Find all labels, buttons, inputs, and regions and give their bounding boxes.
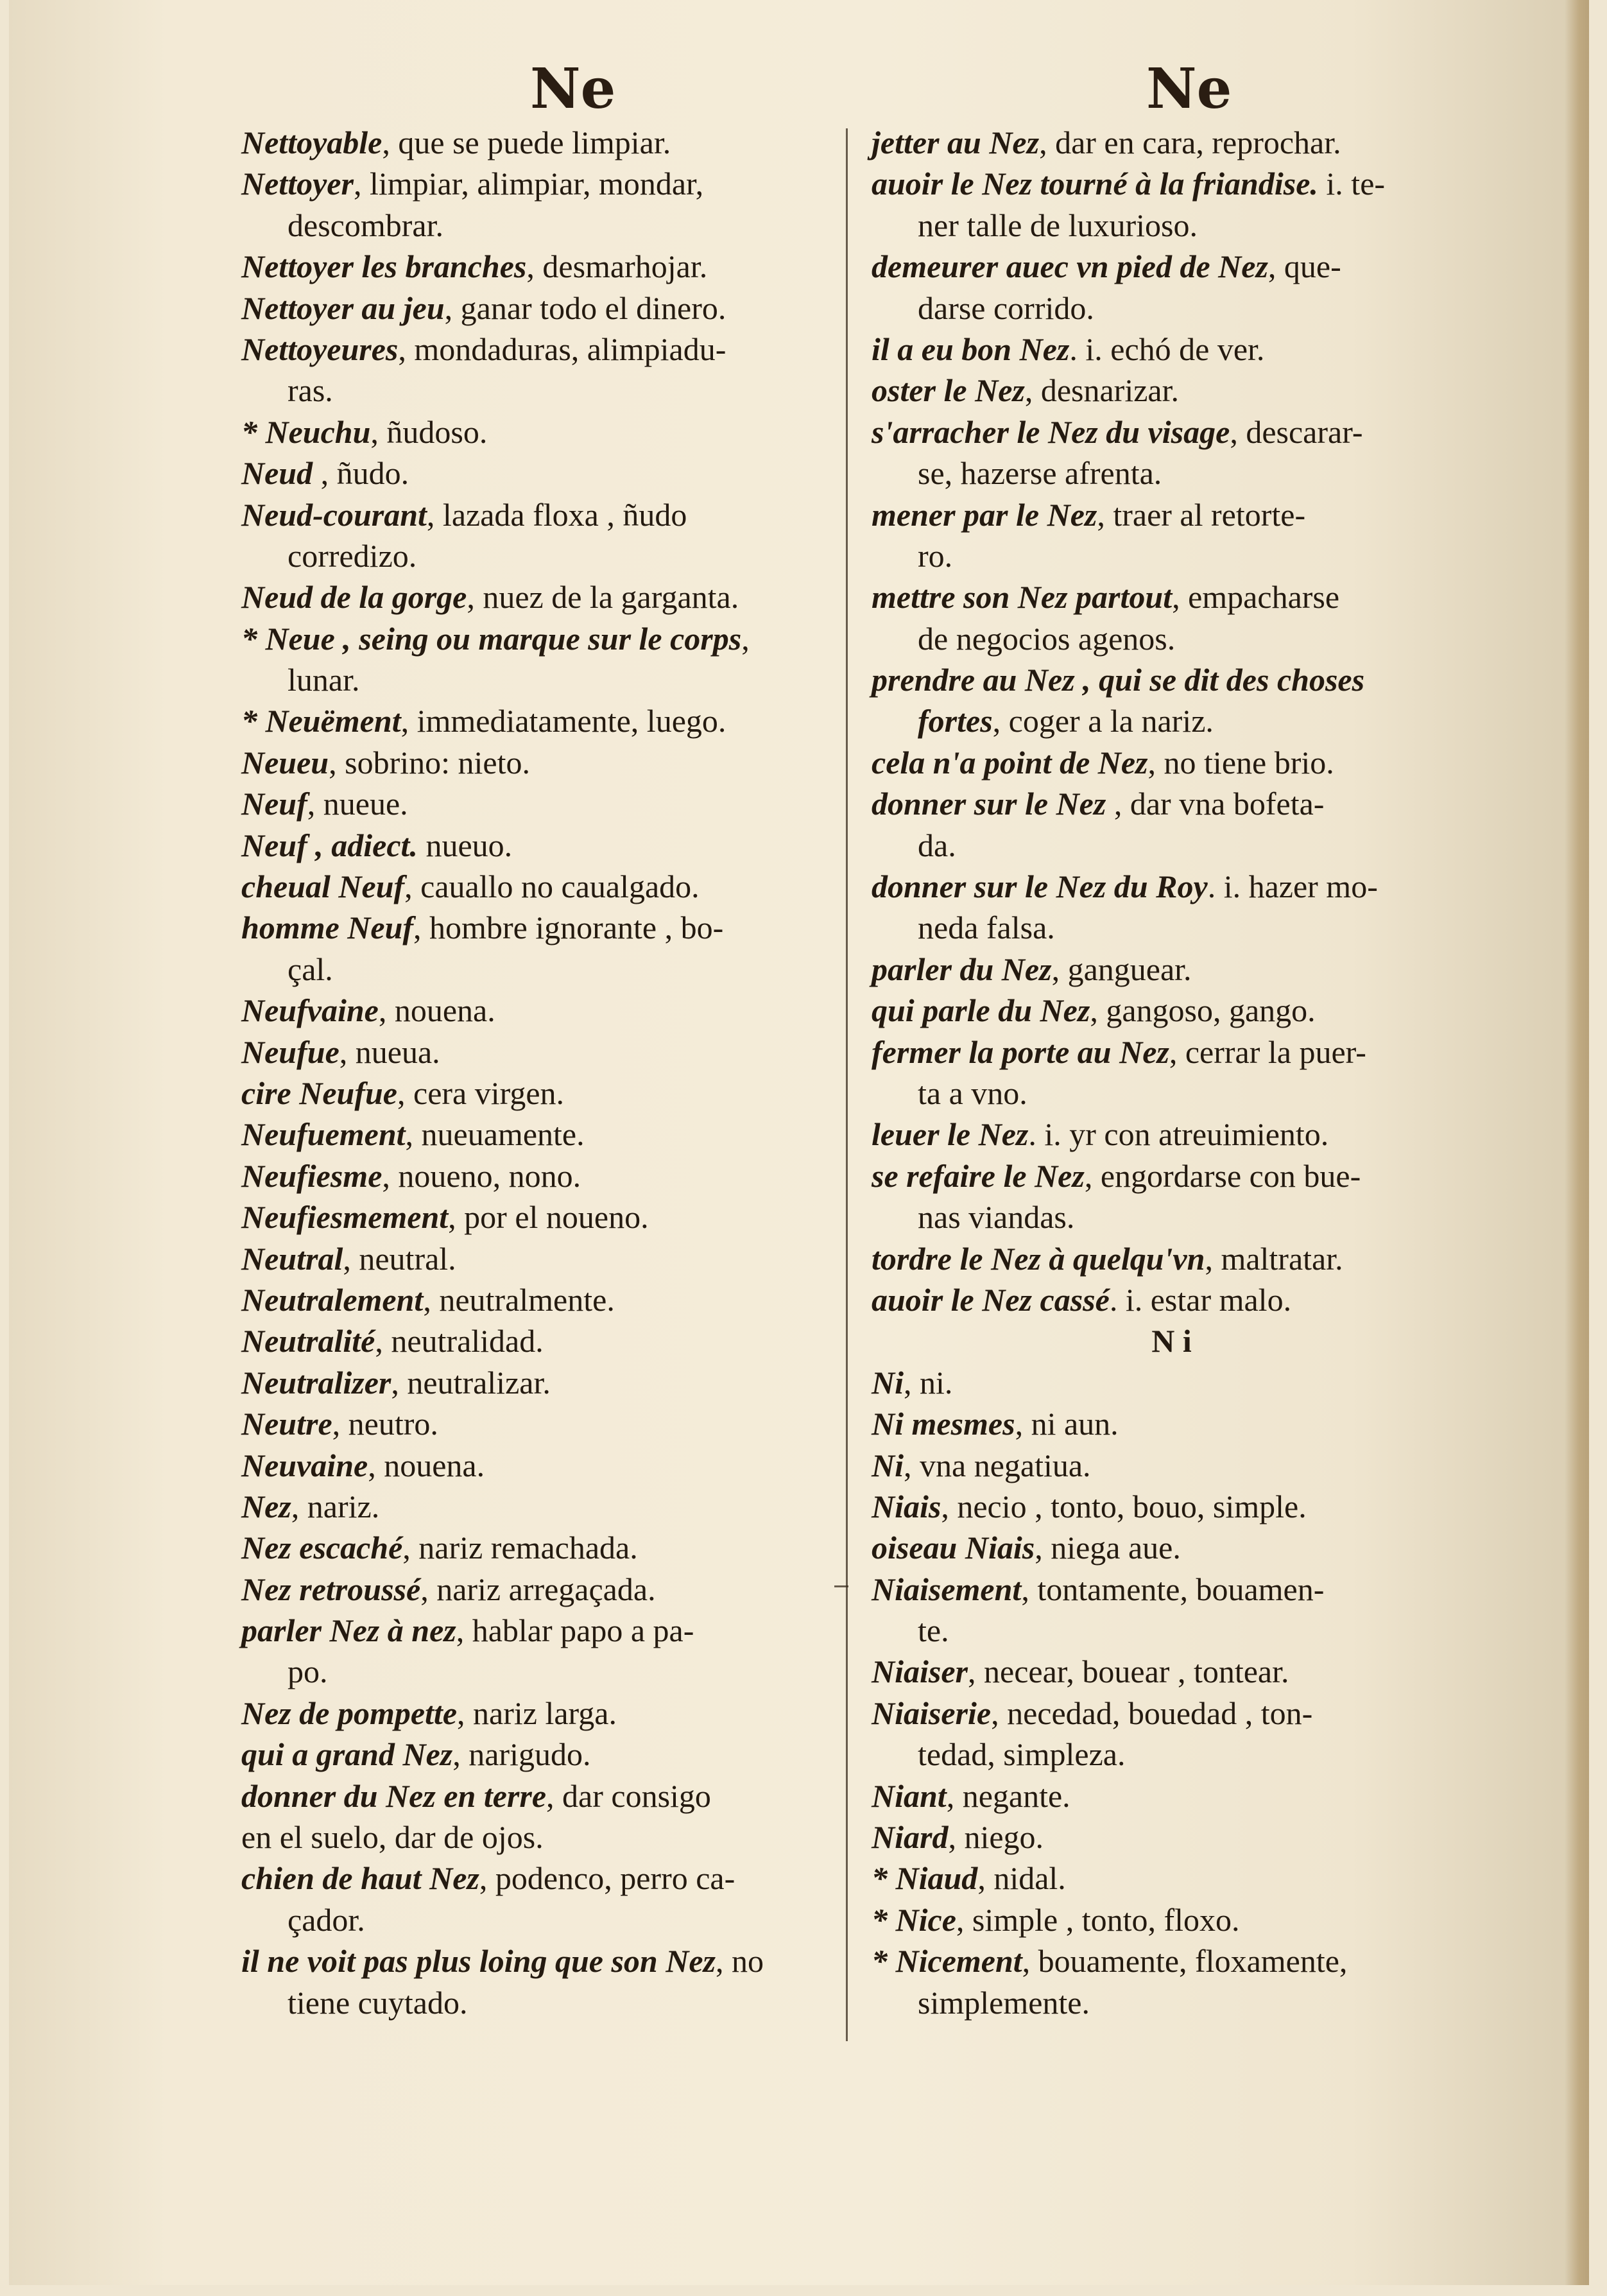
entry-continuation <box>241 1982 838 2023</box>
entry-headword: Neufue <box>241 1033 339 1070</box>
entry-definition: , nueue. <box>307 786 408 822</box>
entry-definition: , necio , tonto, bouo, simple. <box>941 1488 1307 1524</box>
entry-headword: chien de haut Nez <box>241 1860 479 1897</box>
entry-headword: Neufvaine <box>241 992 379 1029</box>
entry-definition: , neutralidad. <box>375 1323 544 1359</box>
dictionary-entry <box>872 1940 1472 1981</box>
entry-headword: Nettoyer les branches <box>241 248 527 285</box>
entry-continuation <box>872 1982 1472 2023</box>
entry-headword: Neuf <box>241 786 307 822</box>
entry-continuation <box>241 370 838 411</box>
entry-continuation <box>872 825 1472 866</box>
entry-headword: Nettoyer <box>241 166 354 202</box>
entry-definition: po. <box>288 1653 328 1690</box>
dictionary-entry <box>241 1569 838 1610</box>
entry-headword: Niaisement <box>872 1571 1022 1607</box>
entry-headword: * Niaud <box>872 1860 978 1897</box>
entry-headword: auoir le Nez tourné à la friandise. <box>872 166 1318 202</box>
dictionary-entry <box>241 907 838 948</box>
entry-headword: Neutre <box>241 1406 332 1442</box>
entry-definition: , nueua. <box>339 1033 440 1070</box>
dictionary-entry <box>241 122 838 163</box>
entry-definition: , no <box>716 1943 764 1980</box>
dictionary-entry <box>241 700 838 741</box>
right-column <box>872 122 1472 2023</box>
dictionary-entry <box>872 1445 1472 1486</box>
entry-headword: Nez escaché <box>241 1530 403 1566</box>
entry-definition: , maltratar. <box>1205 1240 1343 1277</box>
entry-headword: * Neue , seing ou marque sur le corps <box>241 620 742 657</box>
dictionary-entry <box>241 329 838 370</box>
entry-definition: , immediatamente, luego. <box>400 703 726 739</box>
dictionary-entry <box>241 453 838 494</box>
entry-headword: donner sur le Nez <box>872 786 1106 822</box>
entry-definition: , engordarse con bue- <box>1084 1157 1361 1194</box>
dictionary-entry <box>872 1031 1472 1073</box>
dictionary-entry <box>241 1486 838 1527</box>
entry-definition: nueuo. <box>417 827 513 863</box>
entry-headword: * Neuchu <box>241 413 371 450</box>
entry-definition: , bouamente, floxamente, <box>1022 1943 1348 1980</box>
entry-definition: , necedad, bouedad , ton- <box>991 1695 1313 1731</box>
entry-continuation <box>872 618 1472 659</box>
entry-definition: , neutralizar. <box>391 1364 551 1401</box>
dictionary-entry <box>241 1610 838 1651</box>
entry-continuation <box>241 1899 838 1940</box>
entry-definition: , no tiene brio. <box>1147 744 1334 781</box>
entry-headword: Neutralizer <box>241 1364 391 1401</box>
entry-headword: * Nice <box>872 1901 956 1938</box>
entry-headword: s'arracher le Nez du visage <box>872 413 1230 450</box>
dictionary-entry <box>241 1403 838 1444</box>
dictionary-entry <box>872 1155 1472 1196</box>
entry-headword: Neutralement <box>241 1281 424 1318</box>
entry-definition: , sobrino: nieto. <box>329 744 530 781</box>
entry-definition: , cauallo no caualgado. <box>404 868 700 905</box>
dictionary-entry <box>872 659 1472 700</box>
entry-headword: Neufiesmement <box>241 1199 449 1236</box>
entry-headword: Neueu <box>241 744 329 781</box>
entry-headword: leuer le Nez <box>872 1116 1029 1153</box>
entry-headword: prendre au Nez , qui se dit des choses <box>872 662 1365 698</box>
dictionary-entry <box>872 576 1472 617</box>
entry-definition: i. te- <box>1318 166 1386 202</box>
entry-headword: Nez <box>241 1488 291 1524</box>
entry-definition: ras. <box>288 372 333 409</box>
entry-definition: , nouena. <box>378 992 495 1029</box>
dictionary-entry <box>872 1899 1472 1940</box>
dictionary-entry <box>241 494 838 535</box>
left-column <box>241 122 838 2023</box>
dictionary-entry <box>241 618 838 659</box>
entry-definition: ro. <box>918 537 953 574</box>
dictionary-entry <box>872 1775 1472 1817</box>
entry-continuation <box>241 949 838 990</box>
dictionary-entry <box>872 1486 1472 1527</box>
entry-definition: , nuez de la garganta. <box>467 579 739 616</box>
entry-headword: parler du Nez <box>872 951 1052 987</box>
entry-definition: , gangoso, gango. <box>1090 992 1316 1029</box>
entry-headword: Niaiser <box>872 1653 968 1690</box>
dictionary-entry <box>241 1238 838 1279</box>
section-heading <box>872 1320 1472 1361</box>
dictionary-entry <box>872 122 1472 163</box>
entry-headword: Niard <box>872 1819 949 1856</box>
entry-headword: Niaiserie <box>872 1695 992 1731</box>
entry-definition: . i. hazer mo- <box>1207 868 1378 905</box>
dictionary-entry <box>241 1693 838 1734</box>
dictionary-entry <box>241 1279 838 1320</box>
entry-definition: , tontamente, bouamen- <box>1021 1571 1325 1607</box>
entry-continuation <box>872 535 1472 576</box>
entry-definition: , ñudo. <box>313 455 409 492</box>
dictionary-entry <box>241 990 838 1031</box>
entry-headword: il ne voit pas plus loing que son Nez <box>241 1943 716 1980</box>
dictionary-entry <box>872 1817 1472 1858</box>
entry-definition: , nidal. <box>977 1860 1066 1897</box>
entry-headword: donner sur le Nez du Roy <box>872 868 1208 905</box>
entry-headword: homme Neuf <box>241 910 414 946</box>
dictionary-entry <box>872 163 1472 204</box>
entry-definition: . i. estar malo. <box>1109 1281 1292 1318</box>
entry-continuation <box>872 1196 1472 1238</box>
entry-continuation <box>241 205 838 246</box>
entry-definition: , podenco, perro ca- <box>479 1860 735 1897</box>
entry-headword: il a eu bon Nez <box>872 331 1070 367</box>
entry-definition: , nueuamente. <box>405 1116 585 1153</box>
entry-definition: , por el noueno. <box>448 1199 649 1236</box>
entry-continuation <box>241 659 838 700</box>
entry-definition: darse corrido. <box>918 289 1094 326</box>
entry-definition: , ganar todo el dinero. <box>444 289 726 326</box>
dictionary-entry <box>872 742 1472 783</box>
dictionary-entry <box>872 866 1472 907</box>
entry-definition: , que- <box>1268 248 1341 285</box>
dictionary-entry <box>241 576 838 617</box>
entry-definition: , simple , tonto, floxo. <box>956 1901 1240 1938</box>
entry-definition: çal. <box>288 951 333 987</box>
dictionary-entry <box>241 866 838 907</box>
entry-definition: , necear, bouear , tontear. <box>968 1653 1289 1690</box>
entry-definition: , que se puede limpiar. <box>382 125 671 160</box>
entry-headword: Nettoyable <box>241 125 382 160</box>
entry-definition: , descarar- <box>1230 413 1363 450</box>
dictionary-entry <box>241 411 838 453</box>
entry-headword: Neuvaine <box>241 1447 368 1483</box>
entry-definition: da. <box>918 827 956 863</box>
dictionary-entry <box>241 1445 838 1486</box>
entry-headword: Ni mesmes <box>872 1406 1015 1442</box>
entry-definition: , dar consigo <box>546 1777 711 1814</box>
entry-definition: , nariz larga. <box>457 1695 617 1731</box>
dictionary-entry <box>872 1279 1472 1320</box>
entry-definition: neda falsa. <box>918 910 1055 946</box>
dictionary-entry <box>241 246 838 287</box>
dictionary-entry <box>872 1569 1472 1610</box>
entry-definition: , coger a la nariz. <box>992 703 1214 739</box>
entry-definition: , niega aue. <box>1035 1530 1181 1566</box>
entry-definition: , dar en cara, reprochar. <box>1039 125 1341 160</box>
entry-headword: tordre le Nez à quelqu'vn <box>872 1240 1205 1277</box>
entry-headword: cela n'a point de Nez <box>872 744 1148 781</box>
entry-definition: , nariz arregaçada. <box>420 1571 656 1607</box>
entry-definition: ta a vno. <box>918 1075 1027 1111</box>
entry-headword: Neutral <box>241 1240 343 1277</box>
entry-headword: Nettoyeures <box>241 331 399 367</box>
entry-definition: , nariz remachada. <box>402 1530 638 1566</box>
entry-headword: fortes <box>918 703 993 739</box>
entry-definition: , neutralmente. <box>423 1281 615 1318</box>
entry-definition: , ñudoso. <box>370 413 488 450</box>
dictionary-entry <box>241 1031 838 1073</box>
entry-definition: , desmarhojar. <box>526 248 708 285</box>
entry-definition: , niego. <box>948 1819 1044 1856</box>
entry-continuation <box>872 1610 1472 1651</box>
entry-definition: corredizo. <box>288 537 417 574</box>
entry-continuation <box>872 205 1472 246</box>
entry-headword: demeurer auec vn pied de Nez <box>872 248 1268 285</box>
entry-definition: descombrar. <box>288 207 443 243</box>
entry-continuation <box>872 453 1472 494</box>
dictionary-entry <box>872 783 1472 824</box>
entry-definition: , vna negatiua. <box>904 1447 1091 1483</box>
entry-definition: , noueno, nono. <box>382 1157 581 1194</box>
entry-headword: se refaire le Nez <box>872 1157 1085 1194</box>
entry-definition: tiene cuytado. <box>288 1984 468 2021</box>
entry-continuation <box>872 1073 1472 1114</box>
entry-headword: qui parle du Nez <box>872 992 1090 1029</box>
entry-definition: , hombre ignorante , bo- <box>413 910 724 946</box>
dictionary-entry <box>241 1362 838 1403</box>
entry-definition: . i. echó de ver. <box>1069 331 1265 367</box>
dictionary-entry <box>872 1238 1472 1279</box>
dictionary-entry <box>872 370 1472 411</box>
entry-definition: simplemente. <box>918 1984 1090 2021</box>
dictionary-entry <box>241 1527 838 1568</box>
entry-definition: , ni aun. <box>1015 1406 1119 1442</box>
dictionary-entry <box>872 246 1472 287</box>
dictionary-entry <box>241 783 838 824</box>
entry-continuation <box>872 907 1472 948</box>
entry-definition: , empacharse <box>1172 579 1340 616</box>
entry-headword: oiseau Niais <box>872 1530 1035 1566</box>
entry-headword: auoir le Nez cassé <box>872 1281 1110 1318</box>
entry-continuation <box>872 700 1472 741</box>
entry-headword: cire Neufue <box>241 1075 397 1111</box>
entry-continuation <box>241 1651 838 1692</box>
dictionary-entry <box>872 990 1472 1031</box>
entry-definition: , traer al retorte- <box>1097 496 1306 533</box>
entry-definition: ner talle de luxurioso. <box>918 207 1198 243</box>
entry-headword: Nez de pompette <box>241 1695 458 1731</box>
dictionary-entry <box>241 1114 838 1155</box>
dictionary-entry <box>241 1858 838 1899</box>
entry-definition: , neutro. <box>332 1406 438 1442</box>
entry-definition: N i <box>1151 1323 1192 1359</box>
dictionary-entry <box>872 329 1472 370</box>
entry-definition: , negante. <box>946 1777 1070 1814</box>
entry-headword: Neufuement <box>241 1116 406 1153</box>
dictionary-entry <box>872 1693 1472 1734</box>
dictionary-entry <box>241 1775 838 1817</box>
dictionary-entry <box>872 1114 1472 1155</box>
entry-continuation <box>872 1734 1472 1775</box>
entry-headword: Ni <box>872 1364 904 1401</box>
running-head-right: Ne <box>1146 56 1232 121</box>
entry-headword: Niant <box>872 1777 947 1814</box>
entry-definition: , nouena. <box>368 1447 485 1483</box>
entry-headword: Neuf , adiect. <box>241 827 418 863</box>
dictionary-entry <box>241 163 838 204</box>
entry-headword: Nez retroussé <box>241 1571 421 1607</box>
entry-definition: se, hazerse afrenta. <box>918 455 1162 492</box>
entry-headword: fermer la porte au Nez <box>872 1033 1169 1070</box>
page-gutter-shadow <box>1565 0 1589 2285</box>
entry-definition: de negocios agenos. <box>918 620 1176 657</box>
entry-definition: tedad, simpleza. <box>918 1736 1126 1773</box>
entry-headword: Neud de la gorge <box>241 579 467 616</box>
dictionary-entry <box>872 1527 1472 1568</box>
entry-headword: mener par le Nez <box>872 496 1097 533</box>
entry-definition: , nariz. <box>291 1488 380 1524</box>
entry-definition: , <box>741 620 750 657</box>
entry-headword: Neud-courant <box>241 496 427 533</box>
entry-definition: çador. <box>288 1901 365 1938</box>
entry-headword: Neud <box>241 455 313 492</box>
entry-definition: , hablar papo a pa- <box>456 1612 694 1649</box>
entry-headword: oster le Nez <box>872 372 1025 409</box>
entry-definition: , cera virgen. <box>397 1075 565 1111</box>
entry-definition: en el suelo, dar de ojos. <box>241 1819 544 1856</box>
entry-headword: donner du Nez en terre <box>241 1777 547 1814</box>
entry-headword: parler Nez à nez <box>241 1612 456 1649</box>
entry-definition: lunar. <box>288 662 360 698</box>
entry-definition: , limpiar, alimpiar, mondar, <box>353 166 704 202</box>
entry-headword: jetter au Nez <box>872 125 1040 160</box>
entry-headword: Ni <box>872 1447 904 1483</box>
dictionary-entry <box>872 1858 1472 1899</box>
dictionary-entry <box>241 1817 838 1858</box>
entry-definition: , cerrar la puer- <box>1169 1033 1366 1070</box>
entry-definition: , ganguear. <box>1051 951 1192 987</box>
entry-definition: , neutral. <box>343 1240 456 1277</box>
dictionary-entry <box>241 1320 838 1361</box>
dictionary-entry <box>241 1734 838 1775</box>
entry-headword: * Neuëment <box>241 703 401 739</box>
entry-headword: Neufiesme <box>241 1157 382 1194</box>
running-head-left: Ne <box>530 56 616 121</box>
entry-definition: te. <box>918 1612 949 1649</box>
dictionary-entry <box>872 1362 1472 1403</box>
entry-headword: Nettoyer au jeu <box>241 289 445 326</box>
dictionary-entry <box>241 288 838 329</box>
entry-headword: mettre son Nez partout <box>872 579 1173 616</box>
dictionary-entry <box>872 1651 1472 1692</box>
dictionary-entry <box>872 949 1472 990</box>
entry-definition: , ni. <box>904 1364 953 1401</box>
column-rule <box>846 128 848 2041</box>
entry-definition: , mondaduras, alimpiadu- <box>398 331 726 367</box>
entry-headword: * Nicement <box>872 1943 1022 1980</box>
dictionary-entry <box>872 1403 1472 1444</box>
entry-definition: , lazada floxa , ñudo <box>426 496 687 533</box>
dictionary-entry <box>241 742 838 783</box>
entry-definition: , desnarizar. <box>1024 372 1180 409</box>
dictionary-entry <box>241 1940 838 1981</box>
dictionary-entry <box>872 411 1472 453</box>
dictionary-entry <box>872 494 1472 535</box>
entry-definition: . i. yr con atreuimiento. <box>1028 1116 1329 1153</box>
entry-definition: nas viandas. <box>918 1199 1075 1236</box>
dictionary-entry <box>241 1196 838 1238</box>
entry-headword: qui a grand Nez <box>241 1736 453 1773</box>
dictionary-entry <box>241 825 838 866</box>
entry-headword: cheual Neuf <box>241 868 405 905</box>
dictionary-entry <box>241 1155 838 1196</box>
entry-continuation <box>872 288 1472 329</box>
dictionary-entry <box>241 1073 838 1114</box>
entry-headword: Niais <box>872 1488 941 1524</box>
entry-definition: , dar vna bofeta- <box>1106 786 1325 822</box>
entry-definition: , narigudo. <box>452 1736 591 1773</box>
entry-headword: Neutralité <box>241 1323 375 1359</box>
entry-continuation <box>241 535 838 576</box>
